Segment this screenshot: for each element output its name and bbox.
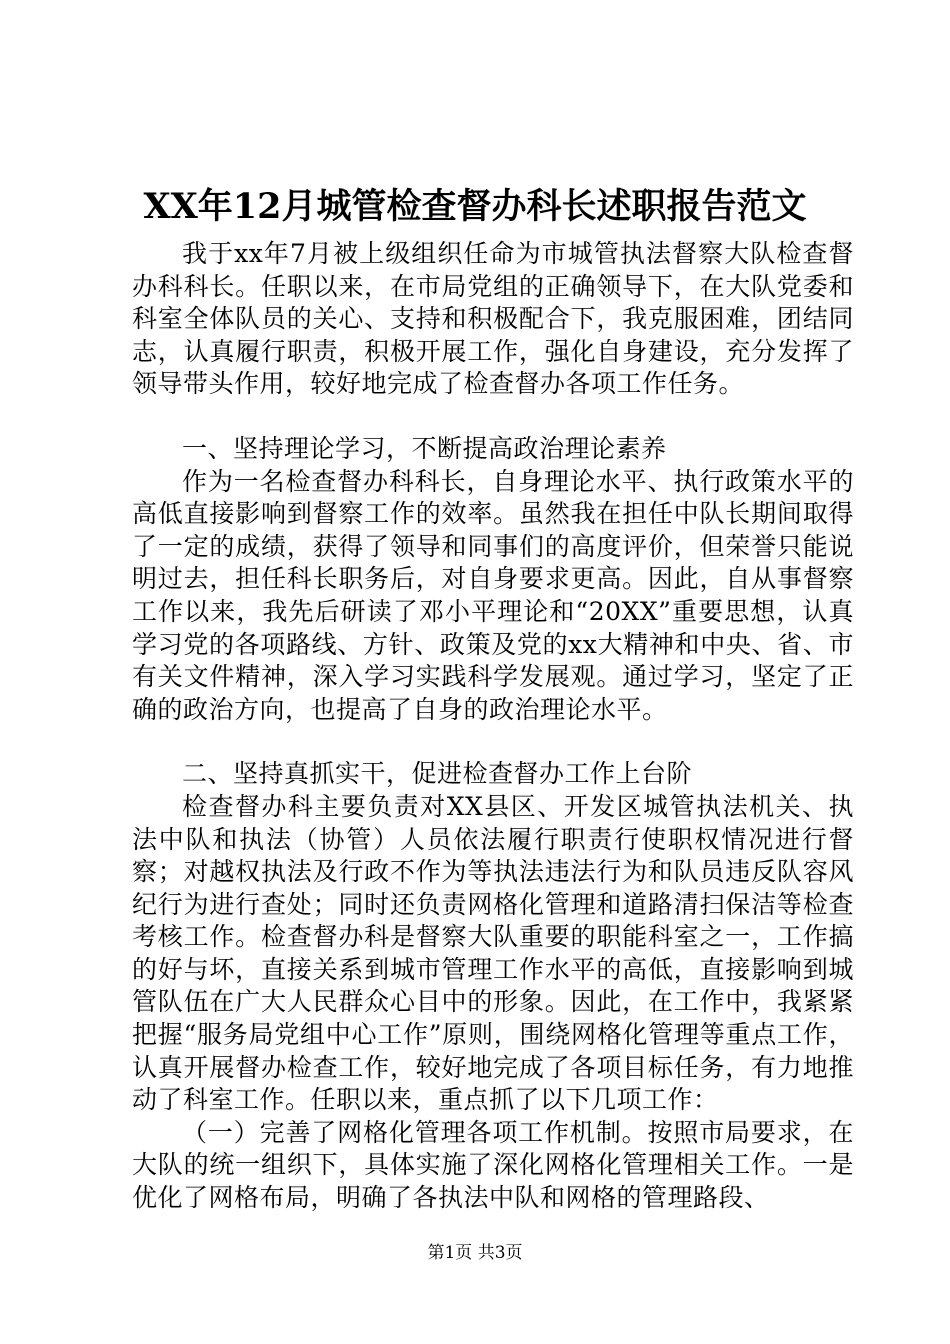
paragraph-intro: 我于xx年7月被上级组织任命为市城管执法督察大队检查督办科科长。任职以来，在市局党组的正确领导下，在大队党委和科室全体队员的关心、支持和积极配合下，我克服困难，团结同志，认真履行职责，积极开展工作，强化自身建设，充分发挥了领导带头作用，较好地完成了检查督办各项工作任务。 [132, 239, 854, 399]
paragraph-section-2: 检查督办科主要负责对XX县区、开发区城管执法机关、执法中队和执法（协管）人员依法履行职责行使职权情况进行督察；对越权执法及行政不作为等执法违法行为和队员违反队容风纪行为进行查处；同时还负责网格化管理和道路清扫保洁等检查考核工作。检查督办科是督察大队重要的职能科室之一，工作搞的好与坏，直接关系到城市管理工作水平的高低，直接影响到城管队伍在广大人民群众心目中的形象。因此，在工作中，我紧紧把握“服务局党组中心工作”原则，围绕网格化管理等重点工作，认真开展督办检查工作，较好地完成了各项目标任务，有力地推动了科室工作。任职以来，重点抓了以下几项工作： [132, 791, 854, 1115]
page-number-footer: 第1页 共3页 [427, 1243, 523, 1263]
document-title: XX年12月城管检查督办科长述职报告范文 [143, 186, 807, 227]
paragraph-section-1: 作为一名检查督办科科长，自身理论水平、执行政策水平的高低直接影响到督察工作的效率。虽然我在担任中队长期间取得了一定的成绩，获得了领导和同事们的高度评价，但荣誉只能说明过去，担任科长职务后，对自身要求更高。因此，自从事督察工作以来，我先后研读了邓小平理论和“20XX”重要思想，认真学习党的各项路线、方针、政策及党的xx大精神和中央、省、市有关文件精神，深入学习实践科学发展观。通过学习，坚定了正确的政治方向，也提高了自身的政治理论水平。 [132, 466, 854, 724]
paragraph-subsection-1: （一）完善了网格化管理各项工作机制。按照市局要求，在大队的统一组织下，具体实施了深化网格化管理相关工作。一是优化了网格布局，明确了各执法中队和网格的管理路段、 [132, 1117, 854, 1213]
section-heading-2: 二、坚持真抓实干，促进检查督办工作上台阶 [182, 759, 693, 789]
section-heading-1: 一、坚持理论学习，不断提高政治理论素养 [182, 433, 667, 463]
document-body [132, 238, 854, 1215]
